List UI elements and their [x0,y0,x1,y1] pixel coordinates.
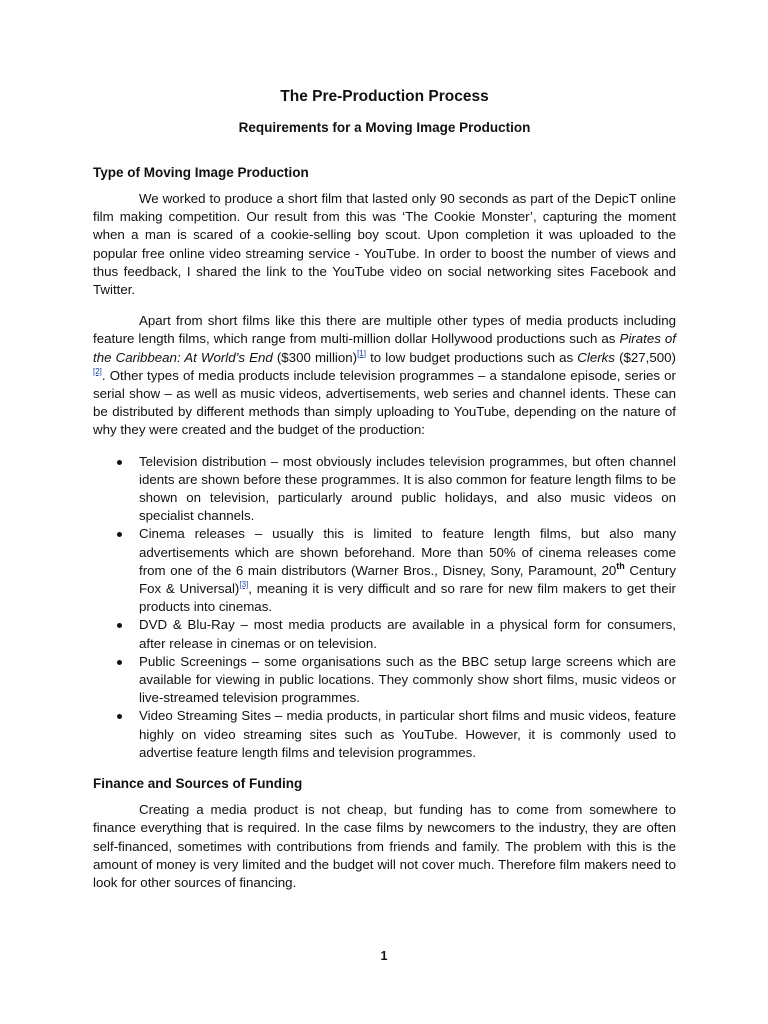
list-item-dvd: DVD & Blu-Ray – most media products are available in a physical form for consumers, after release in cinemas or on television. [93,616,676,652]
text-segment: ($300 million) [272,349,358,365]
list-item-streaming-sites: Video Streaming Sites – media products, in particular short films and music videos, feature highly on video streaming sites such as YouTube. However, it is commonly used to advertise feature length films and television programmes. [93,707,676,762]
paragraph-media-products [93,312,676,439]
paragraph-finance: Creating a media product is not cheap, but funding has to come from somewhere to finance everything that is required. In the case films by newcomers to the industry, they are often self-financed, sometimes with contributions from friends and family. The problem with this is the amount of money is very limited and the budget will not cover much. Therefore film makers need to look for other sources of financing. [93,802,676,890]
footnote-link-3[interactable]: [3] [239,580,249,590]
list-item-television: Television distribution – most obviously includes television programmes, but often channel idents are shown before these programmes. It is also common for feature length films to be shown on television, particularly around public holidays, and also music videos on specialist channels. [93,453,676,526]
text-segment: . Other types of media products include television programmes – a standalone episode, series or serial show – as well as music videos, advertisements, web series and channel idents. These can be distributed by different methods than simply uploading to YouTube, depending on the nature of why they were created and the budget of the production: [93,367,676,438]
section-heading-finance: Finance and Sources of Funding [93,776,303,792]
distribution-list [93,453,676,762]
text-segment: Apart from short films like this there are multiple other types of media products including feature length films, which range from multi-million dollar Hollywood productions such as [93,313,676,347]
page-number: 1 [380,949,388,963]
text-segment: to low budget productions such as [365,349,578,365]
text-segment: Cinema releases – usually this is limited to feature length films, but also many advertisements which are shown beforehand. More than 50% of cinema releases come from one of the 6 main distributors (Warner Bros., Disney, Sony, Paramount, 20 [139,526,676,578]
list-item-public-screenings: Public Screenings – some organisations such as the BBC setup large screens which are available for viewing in public locations. They commonly show short films, music videos or live-streamed television programmes. [93,653,676,708]
list-item-cinema [93,525,676,616]
text-segment: , meaning it is very difficult and so rare for new film makers to get their products into cinemas. [139,581,676,615]
text-segment: Century Fox & Universal) [139,562,676,597]
footnote-link-2[interactable]: [2] [93,366,102,376]
section-heading-type: Type of Moving Image Production [93,165,309,180]
page-title: The Pre-Production Process [280,88,489,105]
text-segment: ($27,500) [614,349,676,365]
footnote-link-1[interactable]: [1] [357,348,366,358]
paragraph-short-film: We worked to produce a short film that lasted only 90 seconds as part of the DepicT online film making competition. Our result from this was ‘The Cookie Monster’, capturing the moment when a man is scared of a cookie-selling boy scout. Upon completion it was uploaded to the popular free online video streaming service - YouTube. In order to boost the number of views and thus feedback, I shared the link to the YouTube video on social networking sites Facebook and Twitter. [93,191,676,298]
ordinal-suffix: th [616,560,625,571]
film-title-pirates: Pirates of the Caribbean: At World’s End [93,331,676,365]
page-subtitle: Requirements for a Moving Image Production [238,120,531,135]
film-title-clerks: Clerks [577,349,615,365]
